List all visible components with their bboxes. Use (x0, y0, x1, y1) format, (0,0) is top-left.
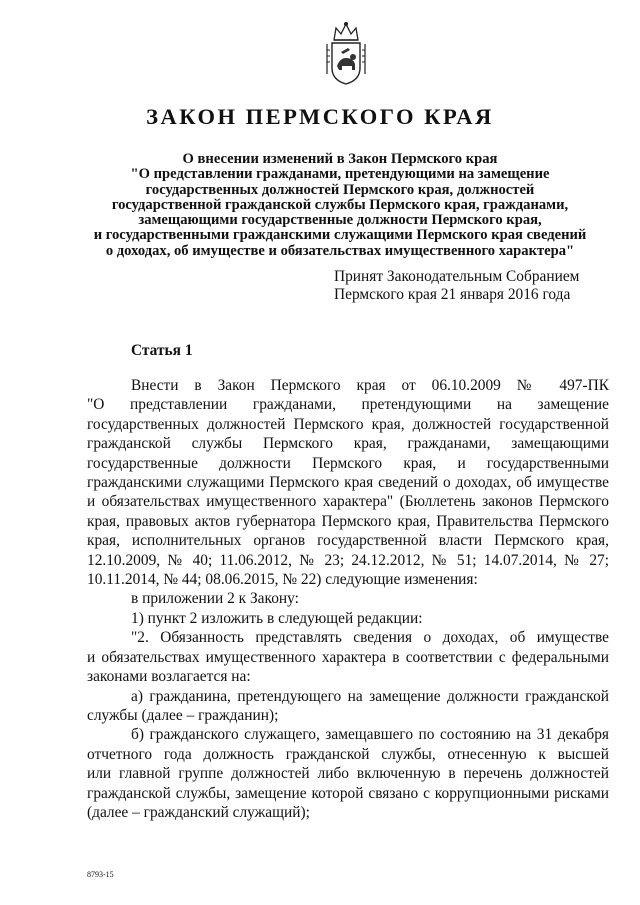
body-line: отчетного года должность гражданской службы, отнесенную к высшей (87, 745, 609, 763)
body-line: или главной группе должностей либо включенную в перечень должностей (87, 765, 609, 783)
subtitle-line: О внесении изменений в Закон Пермского края (182, 151, 498, 167)
article-heading: Статья 1 (131, 342, 193, 359)
body-line: б) гражданского служащего, замещавшего по состоянию на 31 декабря (131, 726, 609, 744)
body-line: "2. Обязанность представлять сведения о доходах, об имуществе (131, 629, 609, 647)
law-title: ЗАКОН ПЕРМСКОГО КРАЯ (146, 104, 494, 129)
body-line: 10.11.2014, № 44; 08.06.2015, № 22) следующие изменения: (87, 571, 478, 589)
adoption-line: Принят Законодательным Собранием (334, 268, 580, 285)
subtitle-line: и государственными гражданскими служащими Пермского края сведений (93, 227, 587, 244)
body-line: законами возлагается на: (87, 668, 251, 686)
subtitle-line: государственных должностей Пермского края, должностей (145, 181, 535, 198)
body-line: гражданской службы Пермского края, гражданами, замещающими (87, 435, 609, 453)
body-line: и обязательствах имущественного характера" (Бюллетень законов Пермского (87, 493, 609, 511)
body-line: 1) пункт 2 изложить в следующей редакции: (131, 609, 423, 627)
subtitle-line: замещающими государственные должности Пермского края, (138, 212, 542, 229)
body-line: и обязательствах имущественного характера в соответствии с федеральными (87, 648, 609, 666)
body-line: а) гражданина, претендующего на замещение должности гражданской (131, 687, 609, 705)
body-line: края, исполнительных органов государственной власти Пермского края, (87, 532, 609, 550)
body-line: Внести в Закон Пермского края от 06.10.2009 № 497-ПК (131, 377, 609, 394)
subtitle-line: государственной гражданской службы Пермского края, гражданами, (111, 196, 569, 213)
body-line: государственные должности Пермского края, и государственными (87, 454, 609, 472)
subtitle-line: "О представлении гражданами, претендующими на замещение (130, 166, 550, 183)
body-line: "О представлении гражданами, претендующими на замещение (87, 396, 609, 414)
law-subtitle (70, 152, 610, 259)
body-line: (далее – гражданский служащий); (87, 803, 310, 821)
body-line: края, правовых актов губернатора Пермского края, Правительства Пермского (87, 512, 609, 530)
body-line: 12.10.2009, № 40; 11.06.2012, № 23; 24.12.2012, № 51; 14.07.2014, № 27; (87, 551, 609, 569)
article-body (87, 376, 609, 822)
body-line: государственных должностей Пермского края, должностей государственной (87, 415, 609, 433)
body-line: гражданскими служащими Пермского края сведений о доходах, об имуществе (87, 474, 609, 492)
adoption-note (334, 268, 579, 304)
coat-of-arms-emblem (324, 20, 368, 88)
subtitle-line: о доходах, об имуществе и обязательствах имущественного характера" (105, 242, 575, 259)
adoption-line: Пермского края 21 января 2016 года (334, 286, 571, 303)
document-code: 8793-15 (87, 870, 114, 879)
body-line: гражданской службы, замещение которой связано с коррупционными рисками (87, 784, 609, 802)
body-line: в приложении 2 к Закону: (131, 590, 299, 608)
body-line: службы (далее – гражданин); (87, 706, 279, 724)
